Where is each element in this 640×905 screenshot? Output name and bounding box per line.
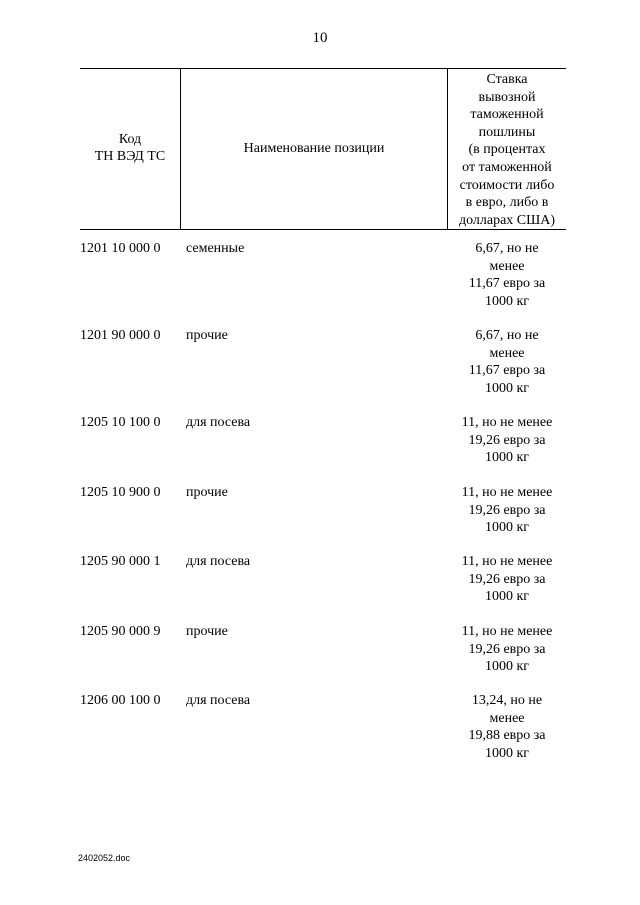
row-rate-line: 11, но не менее [461,485,553,500]
row-rate-line: 11,67 евро за [468,276,546,292]
row-rate-line: 6,67, но не [475,241,539,256]
row-rate-line: менее [489,345,525,361]
row-rate-line: 11, но не менее [461,415,553,430]
row-code: 1205 10 100 0 [80,415,161,430]
header-code-line: ТН ВЭД ТС [94,149,166,164]
row-name: прочие [186,624,228,639]
row-rate-line: менее [489,710,525,726]
row-rate [448,553,566,606]
row-rate-line: 1000 кг [484,450,530,466]
row-rate [448,327,566,397]
row-rate-line: 11, но не менее [461,554,553,569]
row-rate-line: 1000 кг [484,293,530,309]
row-rate-line: 11,67 евро за [468,363,546,379]
header-rate-line: стоимости либо [459,177,555,193]
row-rate-line: 11, но не менее [461,624,553,639]
row-code: 1205 10 900 0 [80,485,161,500]
row-name: семенные [186,241,245,256]
table-header [80,68,566,230]
row-code: 1205 90 000 9 [80,624,161,639]
row-rate-line: 1000 кг [484,589,530,605]
row-name: прочие [186,485,228,500]
row-name: для посева [186,693,251,708]
row-code: 1201 10 000 0 [80,241,161,256]
row-rate-line: 1000 кг [484,520,530,536]
header-rate [448,71,566,229]
row-code: 1201 90 000 0 [80,328,161,343]
row-rate-line: 19,26 евро за [468,432,546,448]
header-rate-line: в евро, либо в [465,195,549,211]
header-rate-line: Ставка [486,72,528,87]
row-rate-line: 19,26 евро за [468,641,546,657]
row-name: для посева [186,415,251,430]
header-rate-line: долларах США) [458,212,556,228]
header-rate-line: пошлины [478,124,536,140]
header-rate-line: вывозной [478,89,536,105]
row-rate-line: 1000 кг [484,659,530,675]
header-code-line: Код [118,132,142,147]
row-name: прочие [186,328,228,343]
footer-file-name: 2402052.doc [78,853,131,863]
row-rate-line: 1000 кг [484,380,530,396]
row-rate-line: 19,26 евро за [468,502,546,518]
row-code: 1206 00 100 0 [80,693,161,708]
row-rate [448,240,566,310]
row-rate-line: 1000 кг [484,745,530,761]
row-rate [448,623,566,676]
header-rate-line: таможенной [470,107,544,123]
header-rate-line: от таможенной [462,159,552,175]
tariff-table [80,68,566,761]
row-rate [448,484,566,537]
row-rate-line: 19,26 евро за [468,571,546,587]
page-number: 10 [312,30,328,46]
row-code: 1205 90 000 1 [80,554,161,569]
row-rate [448,414,566,467]
row-name: для посева [186,554,251,569]
row-rate-line: 6,67, но не [475,328,539,343]
row-rate-line: 13,24, но не [471,693,543,708]
header-code [80,131,180,165]
row-rate [448,692,566,762]
row-rate-line: менее [489,258,525,274]
row-rate-line: 19,88 евро за [468,728,546,744]
header-name: Наименование позиции [243,141,385,156]
header-rate-line: (в процентах [468,142,546,158]
